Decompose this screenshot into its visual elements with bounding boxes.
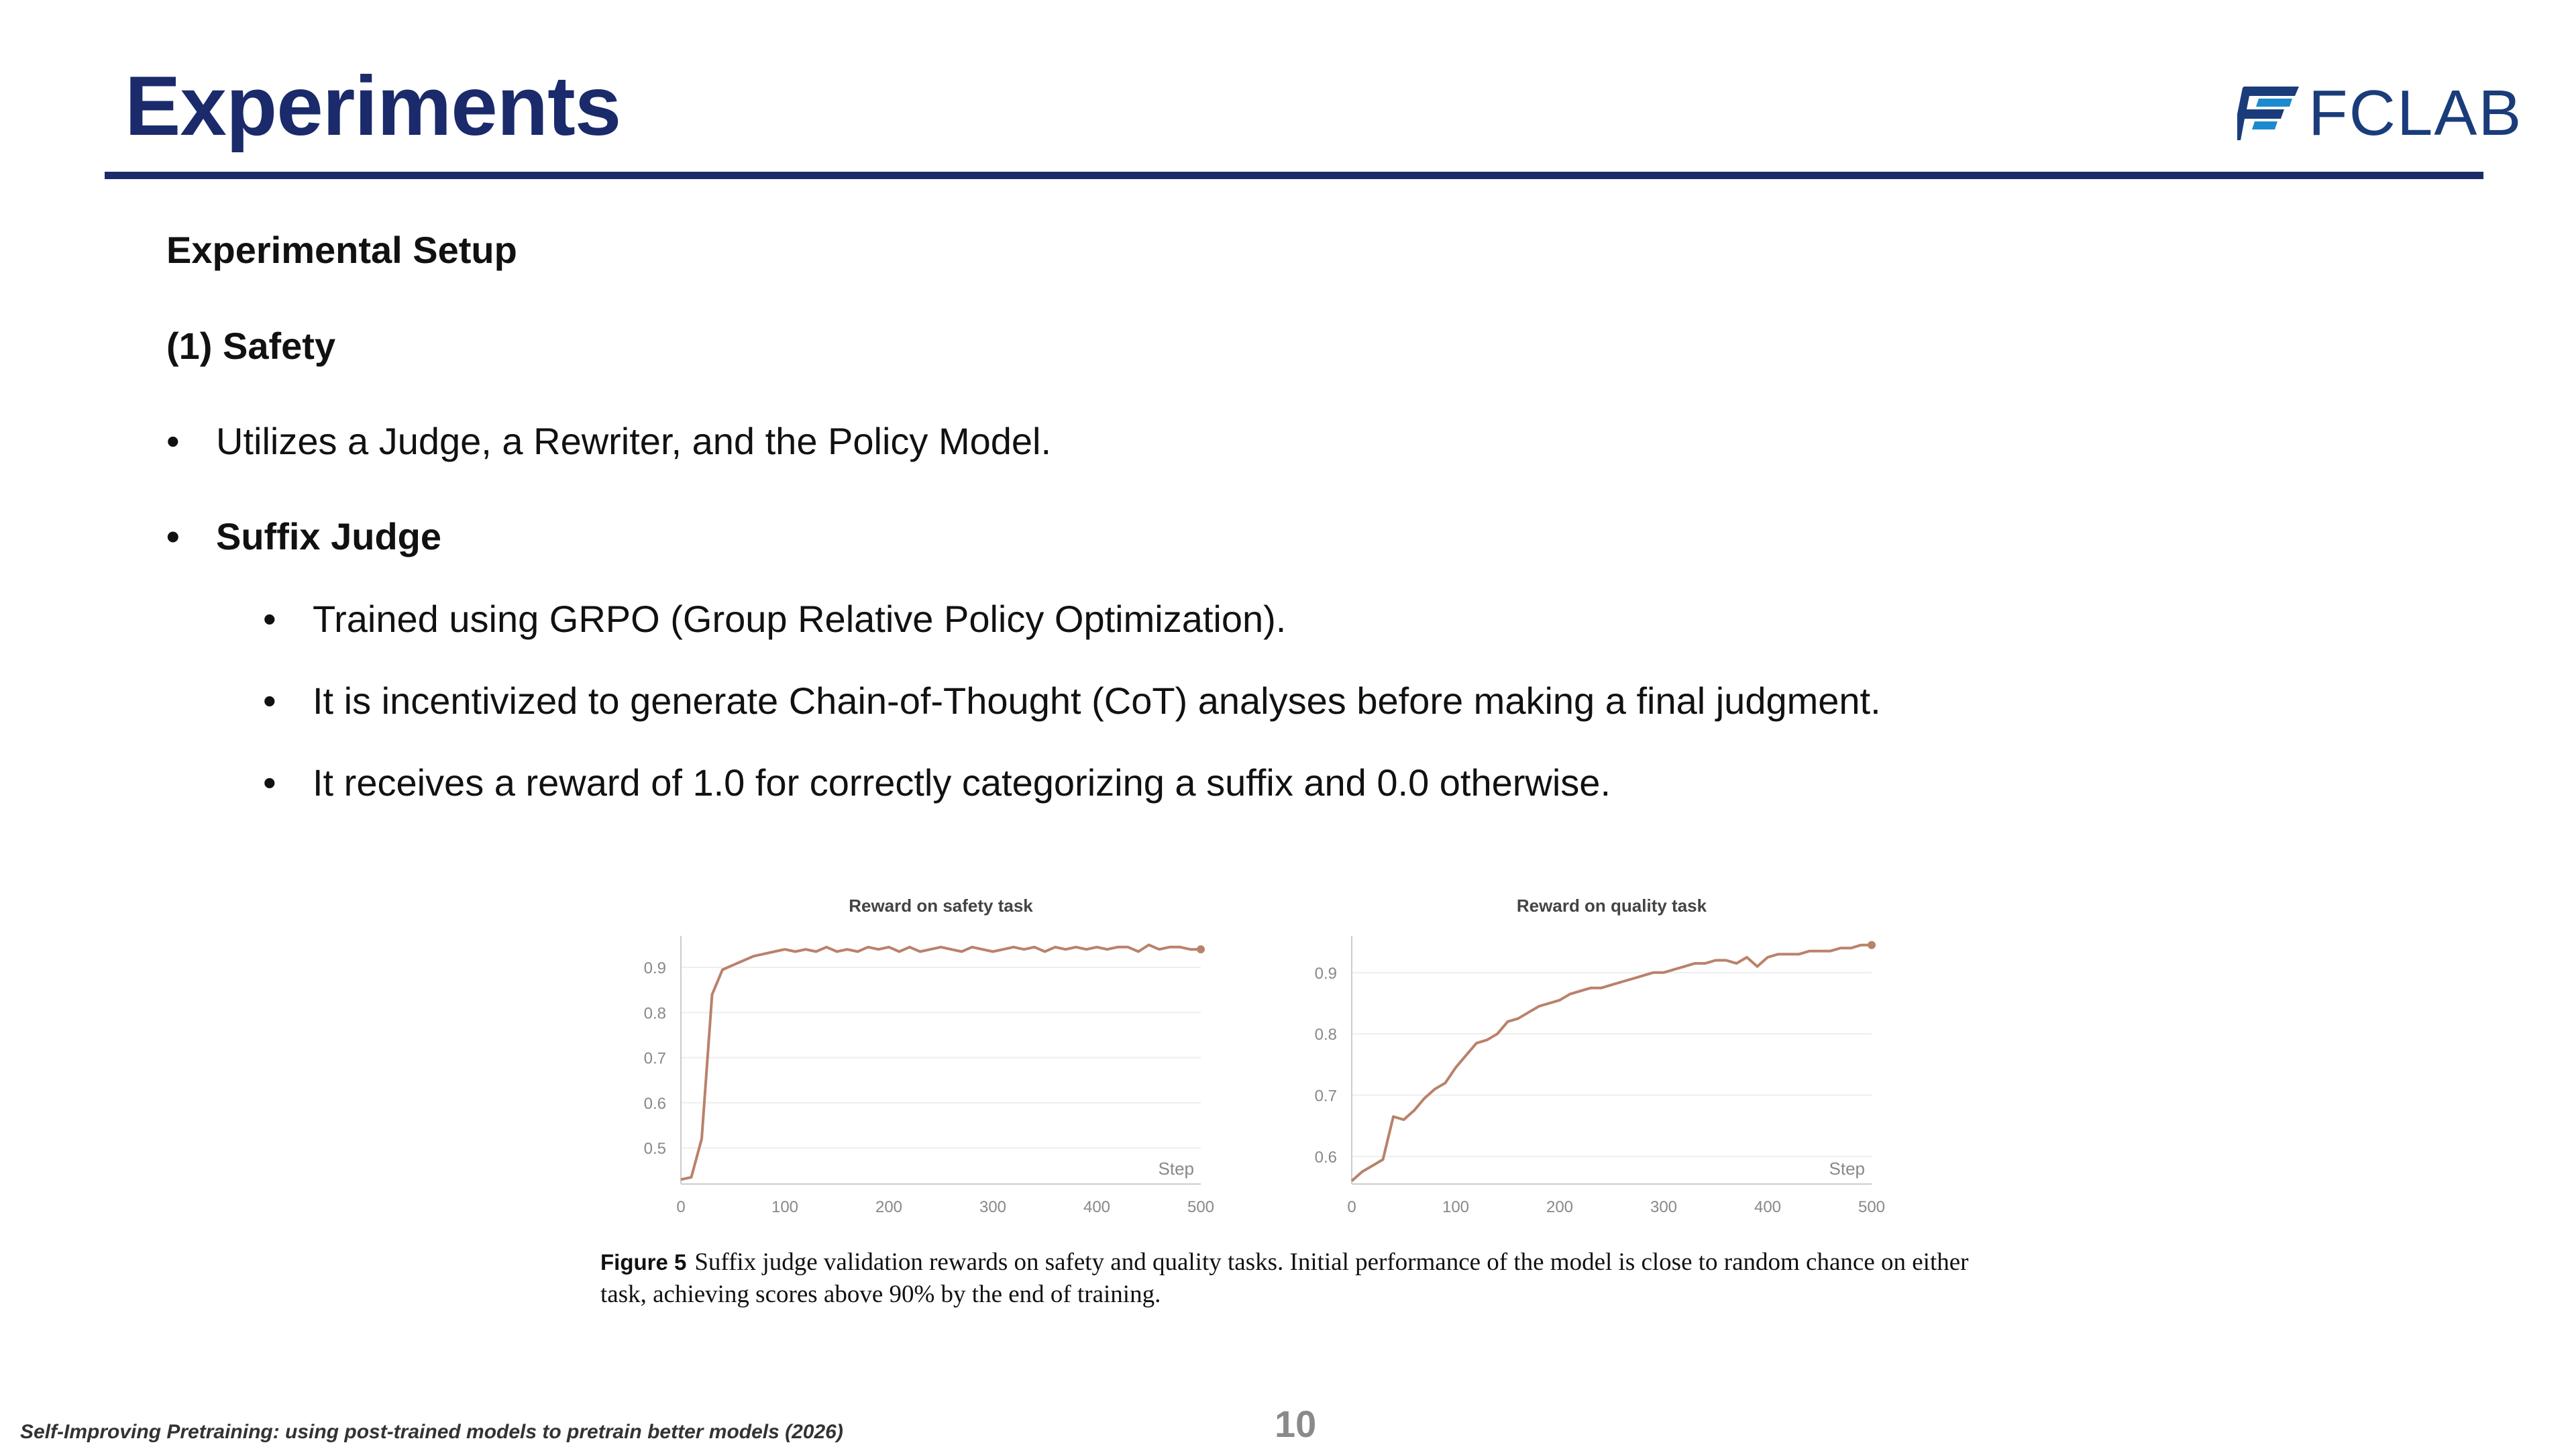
series-line [681,945,1201,1180]
bullet-text: Trained using GRPO (Group Relative Policy Optimization). [313,598,1287,640]
x-axis-label: Step [1829,1159,1865,1179]
chart-title: Reward on quality task [1516,896,1707,916]
x-tick-label: 500 [1187,1198,1215,1216]
x-tick-label: 400 [1083,1198,1111,1216]
bullet-text: It is incentivized to generate Chain-of-Thought (CoT) analyses before making a final judgment. [313,680,1881,722]
quality-reward-chart [1275,882,1945,1218]
subsection-heading: (1) Safety [166,325,336,367]
y-tick-label: 0.7 [643,1049,666,1068]
fclab-logo [2237,77,2523,149]
caption-text: Suffix judge validation rewards on safety and quality tasks. Initial performance of the model is close to random chance on either task, achieving scores above 90% by the end of training. [600,1248,1969,1308]
slide-title: Experiments [125,60,621,153]
fclab-logo-icon [2237,87,2299,140]
series-line [1352,945,1872,1181]
bullet-marker: • [263,680,276,722]
y-tick-label: 0.6 [643,1094,666,1113]
sub-bullet-item [263,600,1286,638]
caption-label: Figure 5 [600,1250,687,1275]
safety-reward-chart [604,882,1275,1218]
figure-caption [600,1246,2009,1311]
y-tick-label: 0.6 [1314,1148,1337,1167]
bullet-text: Suffix Judge [216,515,442,557]
sub-bullet-item [263,682,1881,720]
bullet-item [166,515,442,557]
series-end-point [1868,941,1876,949]
x-tick-label: 0 [676,1198,686,1216]
chart-title: Reward on safety task [849,896,1033,916]
x-tick-label: 100 [771,1198,799,1216]
y-tick-label: 0.8 [643,1004,666,1023]
bullet-marker: • [263,761,276,804]
page-number: 10 [1275,1403,1317,1445]
y-tick-label: 0.7 [1314,1087,1337,1106]
x-tick-label: 300 [1650,1198,1678,1216]
bullet-marker: • [263,598,276,640]
title-underline [105,172,2483,179]
section-heading: Experimental Setup [166,229,517,271]
bullet-marker: • [166,515,180,557]
x-tick-label: 200 [875,1198,903,1216]
bullet-text: Utilizes a Judge, a Rewriter, and the Policy Model. [216,420,1052,462]
y-tick-label: 0.8 [1314,1026,1337,1044]
x-tick-label: 400 [1754,1198,1782,1216]
bullet-marker: • [166,420,180,462]
x-tick-label: 500 [1858,1198,1886,1216]
y-tick-label: 0.5 [643,1140,666,1159]
y-tick-label: 0.9 [1314,964,1337,983]
y-tick-label: 0.9 [643,959,666,978]
x-tick-label: 100 [1442,1198,1470,1216]
series-end-point [1197,945,1205,953]
logo-text: FCLAB [2308,77,2523,149]
x-axis-label: Step [1158,1159,1194,1179]
x-tick-label: 200 [1546,1198,1574,1216]
x-tick-label: 300 [979,1198,1007,1216]
sub-bullet-item [263,761,1611,804]
bullet-item [166,420,1052,462]
footer-citation: Self-Improving Pretraining: using post-trained models to pretrain better models (2026) [20,1421,843,1443]
x-tick-label: 0 [1347,1198,1356,1216]
bullet-text: It receives a reward of 1.0 for correctly categorizing a suffix and 0.0 otherwise. [313,761,1611,804]
